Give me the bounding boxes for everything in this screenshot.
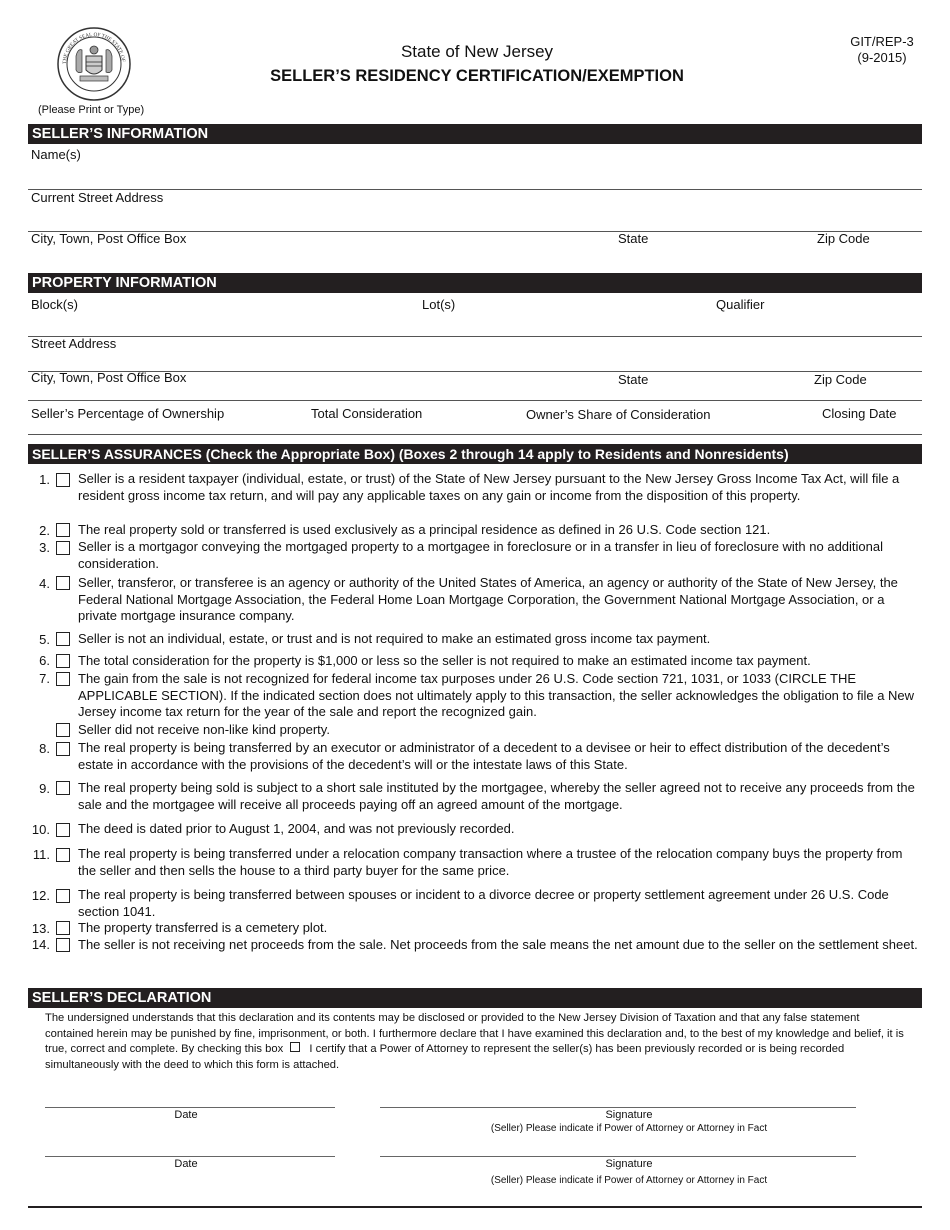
assurance-text: The real property is being transferred between spouses or incident to a divorce decree or property settlement agreement under 26 U.S. Code section 1041. xyxy=(78,887,889,919)
property-city-field[interactable] xyxy=(28,400,922,401)
item-number: 13. xyxy=(31,921,50,936)
seller-city-label: City, Town, Post Office Box xyxy=(31,231,187,246)
assurance-10-checkbox[interactable] xyxy=(56,823,70,837)
declaration-text-part-2: I certify that a Power of Attorney to represent the seller(s) has been previously recorded or is being recorded simultaneously with the deed to which this form is attached. xyxy=(45,1043,845,1071)
assurance-text: Seller is not an individual, estate, or trust and is not required to make an estimated gross income tax payment. xyxy=(78,631,711,646)
assurance-text: The total consideration for the property is $1,000 or less so the seller is not required to make an estimated income tax payment. xyxy=(78,653,811,668)
total-consideration-label: Total Consideration xyxy=(311,406,423,421)
assurance-text: Seller did not receive non-like kind property. xyxy=(78,722,330,737)
assurance-text: The seller is not receiving net proceeds from the sale. Net proceeds from the sale means the net amount due to the seller on the settlement sheet. xyxy=(78,937,918,952)
signature-label-1: Signature xyxy=(605,1109,653,1121)
item-number: 9. xyxy=(39,781,50,796)
assurance-7-checkbox[interactable] xyxy=(56,672,70,686)
declaration-text xyxy=(45,1011,911,1073)
item-number: 5. xyxy=(39,632,50,647)
property-state-label: State xyxy=(618,372,649,387)
assurance-text: The real property sold or transferred is used exclusively as a principal residence as defined in 26 U.S. Code section 121. xyxy=(78,522,771,537)
item-number: 1. xyxy=(39,472,50,487)
signature-note-2: (Seller) Please indicate if Power of Attorney or Attorney in Fact xyxy=(490,1175,768,1186)
item-number: 3. xyxy=(39,540,50,555)
bottom-rule xyxy=(28,1206,922,1208)
state-seal xyxy=(56,26,132,102)
assurance-8-checkbox[interactable] xyxy=(56,742,70,756)
svg-text:THE GREAT SEAL OF THE STATE OF: THE GREAT SEAL OF THE STATE OF xyxy=(61,31,126,65)
property-street-label: Street Address xyxy=(31,336,117,351)
assurance-text: The gain from the sale is not recognized for federal income tax purposes under 26 U.S. Code section 721, 1031, or 1033 (CIRCLE THE APPLICABLE SECTION). If the indicated section does not ultimately apply to this transaction, the seller acknowledges the obligation to file a New Jersey income tax return for the year of the sale and report the recognized gain. xyxy=(78,671,915,719)
declaration-text-part-1: The undersigned understands that this declaration and its contents may be disclosed or provided to the New Jersey Division of Taxation and that any false statement contained herein may be punished by fine, imprisonment, or both. I furthermore declare that I have examined this declaration and, to the best of my knowledge and belief, it is true, correct and complete. By checking this box xyxy=(45,1012,904,1056)
assurance-12-checkbox[interactable] xyxy=(56,889,70,903)
closing-date-label: Closing Date xyxy=(822,406,897,421)
seller-state-label: State xyxy=(618,231,649,246)
date-line-2[interactable] xyxy=(45,1156,335,1157)
assurance-14-checkbox[interactable] xyxy=(56,938,70,952)
assurance-text: Seller, transferor, or transferee is an agency or authority of the United States of America, an agency or authority of the State of New Jersey, the Federal National Mortgage Association, the Federal Home Loan Mortgage Corporation, the Government National Mortgage Association, or a private mortgage insurance company. xyxy=(78,575,898,623)
names-label: Name(s) xyxy=(31,147,81,162)
assurance-text: The real property being sold is subject to a short sale instituted by the mortgagee, whereby the seller agreed not to receive any proceeds from the sale and the mortgagee will receive all proceeds paying off an agreed amount of the mortgage. xyxy=(78,780,915,812)
owners-share-label: Owner’s Share of Consideration xyxy=(526,407,711,422)
item-number: 10. xyxy=(31,822,50,837)
assurance-text: The real property is being transferred by an executor or administrator of a decedent to a devisee or heir to effect distribution of the decedent’s estate in accordance with the provisions of the decedent’s will or the intestate laws of this State. xyxy=(78,740,890,772)
date-label-2: Date xyxy=(174,1158,198,1170)
item-number: 2. xyxy=(39,523,50,538)
assurance-9-checkbox[interactable] xyxy=(56,781,70,795)
item-number: 14. xyxy=(31,937,50,952)
page-title: SELLER’S RESIDENCY CERTIFICATION/EXEMPTION xyxy=(270,67,684,85)
power-of-attorney-checkbox[interactable] xyxy=(290,1042,300,1052)
block-label: Block(s) xyxy=(31,297,78,312)
ownership-percentage-label: Seller’s Percentage of Ownership xyxy=(31,406,225,421)
consideration-field[interactable] xyxy=(28,434,922,435)
signature-line-2[interactable] xyxy=(380,1156,856,1157)
assurance-text: The property transferred is a cemetery plot. xyxy=(78,920,328,935)
assurance-11-checkbox[interactable] xyxy=(56,848,70,862)
state-name: State of New Jersey xyxy=(400,42,554,61)
signature-line-1[interactable] xyxy=(380,1107,856,1108)
signature-note-1: (Seller) Please indicate if Power of Attorney or Attorney in Fact xyxy=(490,1123,768,1134)
assurance-text: The real property is being transferred under a relocation company transaction where a trustee of the relocation company buys the property from the seller and then sells the house to a third party buyer for the same price. xyxy=(78,846,903,878)
assurance-4-checkbox[interactable] xyxy=(56,576,70,590)
form-id: GIT/REP-3 xyxy=(850,34,914,49)
seller-info-header: SELLER’S INFORMATION xyxy=(28,124,922,144)
item-number: 12. xyxy=(31,888,50,903)
assurance-5-checkbox[interactable] xyxy=(56,632,70,646)
current-street-label: Current Street Address xyxy=(31,190,164,205)
assurance-6-checkbox[interactable] xyxy=(56,654,70,668)
assurance-1-checkbox[interactable] xyxy=(56,473,70,487)
item-number: 8. xyxy=(39,741,50,756)
item-number: 11. xyxy=(32,847,50,862)
seller-zip-label: Zip Code xyxy=(817,231,870,246)
assurance-3-checkbox[interactable] xyxy=(56,541,70,555)
assurance-text: The deed is dated prior to August 1, 2004, and was not previously recorded. xyxy=(78,821,515,836)
assurance-text: Seller is a mortgagor conveying the mortgaged property to a mortgagee in foreclosure or in a transfer in lieu of foreclosure with no additional consideration. xyxy=(78,539,883,571)
qualifier-label: Qualifier xyxy=(716,297,765,312)
assurance-2-checkbox[interactable] xyxy=(56,523,70,537)
date-line-1[interactable] xyxy=(45,1107,335,1108)
item-number: 7. xyxy=(39,671,50,686)
declaration-header: SELLER’S DECLARATION xyxy=(28,988,922,1008)
signature-label-2: Signature xyxy=(605,1158,653,1170)
print-note: (Please Print or Type) xyxy=(38,104,145,116)
property-info-header: PROPERTY INFORMATION xyxy=(28,273,922,293)
lot-label: Lot(s) xyxy=(422,297,456,312)
item-number: 4. xyxy=(39,576,50,591)
assurance-13-checkbox[interactable] xyxy=(56,921,70,935)
property-city-label: City, Town, Post Office Box xyxy=(31,370,187,385)
property-zip-label: Zip Code xyxy=(814,372,867,387)
assurances-header: SELLER’S ASSURANCES (Check the Appropriate Box) (Boxes 2 through 14 apply to Residents and Nonresidents) xyxy=(28,444,922,464)
assurance-text: Seller is a resident taxpayer (individual, estate, or trust) of the State of New Jersey pursuant to the New Jersey Gross Income Tax Act, will file a resident gross income tax return, and will pay any applicable taxes on any gain or income from the disposition of this property. xyxy=(78,471,900,503)
non-like-kind-checkbox[interactable] xyxy=(56,723,70,737)
date-label-1: Date xyxy=(174,1109,198,1121)
item-number: 6. xyxy=(39,653,50,668)
form-date: (9-2015) xyxy=(857,50,907,65)
block-lot-field[interactable] xyxy=(28,336,922,337)
